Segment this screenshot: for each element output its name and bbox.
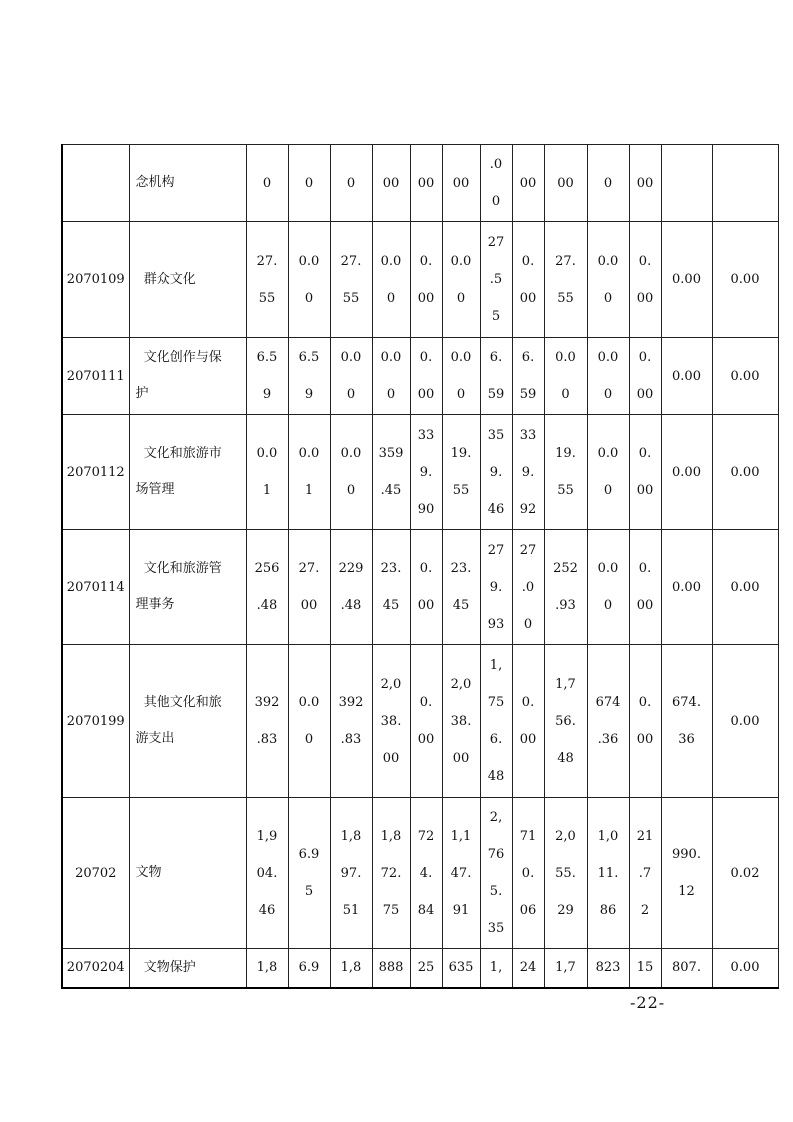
- row-name: [129, 145, 246, 222]
- value-cell: [661, 798, 712, 949]
- value-cell: [544, 530, 587, 645]
- value-text: 72 4. 84: [417, 828, 435, 918]
- value-cell: [372, 222, 410, 338]
- value-cell: [410, 530, 442, 645]
- value-cell: [480, 949, 512, 988]
- value-text: 00: [452, 175, 470, 191]
- value-text: 1,7: [555, 960, 576, 976]
- value-text: 0. 00: [417, 695, 435, 747]
- table-row: [62, 530, 778, 645]
- value-text: 6. 59: [487, 350, 505, 402]
- value-cell: [372, 530, 410, 645]
- value-cell: [512, 949, 544, 988]
- value-cell: [661, 645, 712, 798]
- value-text: 392 .83: [338, 695, 364, 747]
- value-cell: [480, 222, 512, 338]
- value-text: 674. 36: [672, 695, 701, 747]
- value-text: 0.00: [730, 272, 760, 287]
- value-text: 0.02: [730, 865, 760, 881]
- value-cell: [480, 530, 512, 645]
- value-text: 0.0 0: [597, 253, 619, 306]
- value-text: 00: [519, 175, 537, 191]
- value-cell: [330, 798, 372, 949]
- value-text: 0.00: [730, 713, 760, 729]
- value-text: 0.0 1: [256, 446, 278, 498]
- value-text: 807.: [672, 960, 701, 976]
- value-cell: [629, 145, 661, 222]
- value-text: 0. 00: [519, 253, 537, 306]
- value-cell: [712, 530, 778, 645]
- value-cell: [246, 145, 288, 222]
- value-text: 0.00: [672, 579, 701, 595]
- value-text: 0. 00: [417, 350, 435, 402]
- value-cell: [480, 798, 512, 949]
- table-row: [62, 949, 778, 988]
- value-text: 0.0 0: [340, 350, 362, 402]
- value-cell: [442, 415, 480, 530]
- table-row: [62, 645, 778, 798]
- value-cell: [330, 530, 372, 645]
- value-text: 2,0 38. 00: [380, 676, 402, 766]
- value-cell: [330, 645, 372, 798]
- value-cell: [480, 338, 512, 415]
- value-text: 0.0 0: [298, 695, 320, 747]
- value-text: 0. 00: [417, 561, 435, 613]
- row-name: [129, 645, 246, 798]
- value-text: 0.00: [730, 579, 760, 595]
- table-row: [62, 415, 778, 530]
- value-text: 1,8 72. 75: [380, 828, 402, 918]
- row-code: 2070111: [62, 338, 129, 415]
- value-cell: [442, 530, 480, 645]
- value-text: 0. 00: [636, 350, 654, 402]
- value-cell: [410, 415, 442, 530]
- value-text: 00: [557, 175, 574, 191]
- row-name-text: 群众文化: [135, 271, 196, 287]
- value-text: 1,8: [340, 960, 362, 976]
- value-cell: [480, 415, 512, 530]
- table-row: [62, 798, 778, 949]
- value-cell: [587, 798, 629, 949]
- value-cell: [544, 338, 587, 415]
- value-cell: [712, 338, 778, 415]
- value-cell: [372, 415, 410, 530]
- value-cell: [661, 338, 712, 415]
- value-text: 27 .5 5: [487, 235, 505, 324]
- page-number: -22-: [630, 993, 666, 1012]
- value-text: 0.0 0: [597, 350, 619, 402]
- value-cell: [246, 530, 288, 645]
- value-cell: [288, 338, 330, 415]
- value-text: 6. 59: [519, 350, 537, 402]
- value-text: 0.0 0: [298, 253, 320, 306]
- value-cell: [288, 145, 330, 222]
- value-text: 1,: [489, 960, 503, 976]
- row-name: [129, 798, 246, 949]
- value-text: 0.0 0: [450, 350, 472, 402]
- value-text: 1,8: [256, 960, 278, 976]
- row-code: 2070204: [62, 949, 129, 988]
- value-cell: [661, 145, 712, 222]
- value-text: 392 .83: [254, 695, 280, 747]
- value-text: 27 9. 93: [487, 542, 505, 632]
- value-cell: [712, 222, 778, 338]
- value-cell: [512, 530, 544, 645]
- budget-table: [61, 144, 779, 989]
- value-text: 0. 00: [636, 561, 654, 613]
- value-text: 19. 55: [450, 446, 472, 498]
- value-cell: [480, 145, 512, 222]
- value-text: 823: [595, 960, 621, 976]
- value-cell: [246, 415, 288, 530]
- value-cell: [330, 415, 372, 530]
- value-text: 0: [304, 175, 314, 191]
- value-cell: [512, 145, 544, 222]
- value-text: 23. 45: [380, 561, 402, 613]
- value-text: 0.00: [672, 464, 701, 480]
- row-code: 2070199: [62, 645, 129, 798]
- value-cell: [629, 645, 661, 798]
- value-text: 2,0 55. 29: [555, 828, 576, 918]
- value-cell: [544, 415, 587, 530]
- value-cell: [442, 338, 480, 415]
- value-cell: [629, 222, 661, 338]
- value-text: 19. 55: [555, 446, 576, 498]
- table-row: [62, 338, 778, 415]
- row-name-text: 文物保护: [135, 959, 196, 975]
- value-cell: [512, 222, 544, 338]
- value-cell: [330, 222, 372, 338]
- value-text: 23. 45: [450, 561, 472, 613]
- value-cell: [410, 798, 442, 949]
- value-text: 21 .7 2: [636, 828, 654, 918]
- value-cell: [629, 530, 661, 645]
- row-name-text: 文化创作与保 护: [135, 350, 222, 401]
- row-name: [129, 949, 246, 988]
- value-cell: [288, 415, 330, 530]
- value-text: .0 0: [489, 157, 503, 209]
- value-text: 1,9 04. 46: [256, 828, 278, 918]
- value-text: 27. 55: [340, 253, 362, 306]
- row-name: [129, 530, 246, 645]
- value-cell: [544, 645, 587, 798]
- row-name: [129, 415, 246, 530]
- value-text: 33 9. 92: [519, 427, 537, 517]
- value-cell: [330, 949, 372, 988]
- value-text: 00: [417, 175, 435, 191]
- value-text: 00: [636, 175, 654, 191]
- value-text: 0. 00: [636, 695, 654, 747]
- value-cell: [712, 415, 778, 530]
- value-text: 1,8 97. 51: [340, 828, 362, 918]
- value-cell: [512, 415, 544, 530]
- value-text: 0. 00: [636, 446, 654, 498]
- value-cell: [544, 949, 587, 988]
- row-code: 2070114: [62, 530, 129, 645]
- value-cell: [629, 338, 661, 415]
- value-text: 0.0 1: [298, 446, 320, 498]
- row-name-text: 文物: [135, 865, 162, 880]
- value-text: 0.00: [730, 960, 760, 976]
- value-cell: [246, 949, 288, 988]
- value-cell: [330, 338, 372, 415]
- value-cell: [442, 798, 480, 949]
- value-cell: [442, 949, 480, 988]
- value-cell: [661, 949, 712, 988]
- value-cell: [587, 415, 629, 530]
- value-text: 635: [448, 960, 474, 976]
- value-text: 0.0 0: [340, 446, 362, 498]
- table-row: [62, 145, 778, 222]
- value-text: 0: [603, 175, 613, 191]
- value-cell: [442, 222, 480, 338]
- value-cell: [712, 798, 778, 949]
- value-text: 71 0. 06: [519, 828, 537, 918]
- value-text: 0.00: [672, 368, 701, 384]
- value-cell: [372, 949, 410, 988]
- value-cell: [246, 645, 288, 798]
- value-cell: [587, 530, 629, 645]
- value-text: 252 .93: [553, 561, 578, 613]
- value-cell: [544, 222, 587, 338]
- value-text: 27. 55: [256, 253, 278, 306]
- value-cell: [544, 798, 587, 949]
- value-cell: [629, 415, 661, 530]
- value-cell: [410, 338, 442, 415]
- value-text: 0.0 0: [555, 350, 576, 402]
- value-text: 0. 00: [636, 253, 654, 306]
- value-cell: [480, 645, 512, 798]
- value-cell: [661, 530, 712, 645]
- value-cell: [544, 145, 587, 222]
- value-text: 0.0 0: [597, 446, 619, 498]
- value-text: 15: [636, 960, 654, 976]
- row-code: 2070109: [62, 222, 129, 338]
- row-name-text: 文化和旅游市 场管理: [135, 446, 222, 497]
- value-cell: [288, 798, 330, 949]
- value-cell: [246, 222, 288, 338]
- row-code: [62, 145, 129, 222]
- value-text: 33 9. 90: [417, 427, 435, 517]
- value-text: 2, 76 5. 35: [487, 810, 505, 936]
- value-cell: [712, 645, 778, 798]
- value-text: 2,0 38. 00: [450, 676, 472, 766]
- value-text: 256 .48: [254, 561, 280, 613]
- value-text: 00: [382, 175, 400, 191]
- row-code: 2070112: [62, 415, 129, 530]
- value-cell: [410, 949, 442, 988]
- value-text: 990. 12: [672, 847, 701, 899]
- value-cell: [442, 645, 480, 798]
- value-cell: [512, 338, 544, 415]
- value-text: 27. 55: [555, 253, 576, 306]
- value-cell: [712, 949, 778, 988]
- value-text: 0. 00: [417, 253, 435, 306]
- value-cell: [629, 798, 661, 949]
- value-text: 0: [346, 175, 356, 191]
- value-text: 0.0 0: [597, 561, 619, 613]
- value-text: 1,7 56. 48: [555, 676, 576, 766]
- value-text: 229 .48: [338, 561, 364, 613]
- value-cell: [372, 798, 410, 949]
- row-name: [129, 222, 246, 338]
- value-text: 0.00: [730, 464, 760, 480]
- value-cell: [442, 145, 480, 222]
- value-cell: [661, 222, 712, 338]
- value-text: 674 .36: [595, 695, 621, 747]
- value-text: 6.5 9: [256, 350, 278, 402]
- table-row: [62, 222, 778, 338]
- value-cell: [288, 222, 330, 338]
- value-text: 0.0 0: [380, 253, 402, 306]
- value-cell: [246, 338, 288, 415]
- value-cell: [587, 949, 629, 988]
- value-text: 27. 00: [298, 561, 320, 613]
- value-text: 359 .45: [378, 446, 404, 498]
- value-cell: [587, 222, 629, 338]
- row-name-text: 其他文化和旅 游支出: [135, 695, 222, 746]
- value-text: 1, 75 6. 48: [487, 658, 505, 784]
- value-text: 24: [519, 960, 537, 976]
- value-text: 0: [262, 175, 272, 191]
- value-cell: [288, 949, 330, 988]
- value-cell: [661, 415, 712, 530]
- value-text: 0.0 0: [380, 350, 402, 402]
- value-cell: [372, 145, 410, 222]
- value-text: 27 .0 0: [519, 542, 537, 632]
- row-name-text: 念机构: [135, 175, 175, 190]
- value-cell: [587, 645, 629, 798]
- value-cell: [587, 338, 629, 415]
- value-cell: [712, 145, 778, 222]
- row-code: 20702: [62, 798, 129, 949]
- row-name: [129, 338, 246, 415]
- value-text: 888: [378, 960, 404, 976]
- value-text: 1,0 11. 86: [597, 828, 619, 918]
- value-cell: [288, 645, 330, 798]
- value-cell: [587, 145, 629, 222]
- value-cell: [288, 530, 330, 645]
- value-cell: [372, 338, 410, 415]
- value-text: 25: [417, 960, 435, 976]
- value-text: 0.00: [730, 368, 760, 384]
- value-text: 0.00: [672, 272, 701, 287]
- value-cell: [246, 798, 288, 949]
- value-cell: [330, 145, 372, 222]
- value-text: 6.5 9: [298, 350, 320, 402]
- value-cell: [410, 222, 442, 338]
- value-text: 6.9: [298, 960, 320, 976]
- value-cell: [410, 145, 442, 222]
- row-name-text: 文化和旅游管 理事务: [135, 561, 222, 612]
- value-text: 6.9 5: [298, 847, 320, 899]
- value-cell: [512, 645, 544, 798]
- value-text: 1,1 47. 91: [450, 828, 472, 918]
- value-text: 0. 00: [519, 695, 537, 747]
- value-text: 35 9. 46: [487, 427, 505, 517]
- value-text: 0.0 0: [450, 253, 472, 306]
- value-cell: [629, 949, 661, 988]
- value-cell: [372, 645, 410, 798]
- value-cell: [410, 645, 442, 798]
- value-cell: [512, 798, 544, 949]
